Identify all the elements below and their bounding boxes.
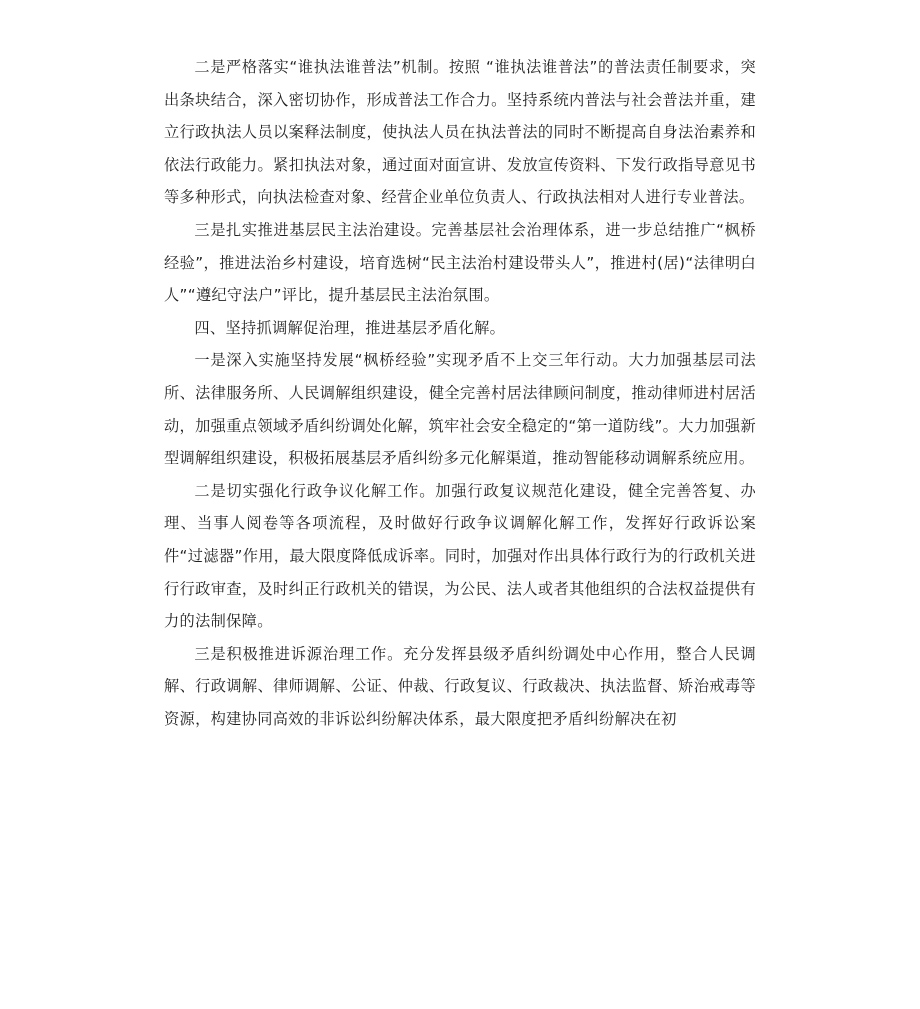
section-heading-mediation: 四、坚持抓调解促治理，推进基层矛盾化解。: [194, 318, 506, 337]
paragraph-grassroots-rule-of-law: 三是扎实推进基层民主法治建设。完善基层社会治理体系，进一步总结推广“枫桥经验”，推进法治乡村建设，培育选树“民主法治村建设带头人”，推进村(居)“法律明白人”“遵纪守法户”评比，提升基层民主法治氛围。: [164, 220, 756, 305]
paragraph-legal-education-mechanism: 二是严格落实“谁执法谁普法”机制。按照 “谁执法谁普法”的普法责任制要求，突出条块结合，深入密切协作，形成普法工作合力。坚持系统内普法与社会普法并重，建立行政执法人员以案释法制度，使执法人员在执法普法的同时不断提高自身法治素养和依法行政能力。紧扣执法对象，通过面对面宣讲、发放宣传资料、下发行政指导意见书等多种形式，向执法检查对象、经营企业单位负责人、行政执法相对人进行专业普法。: [164, 58, 756, 207]
document-body: [164, 51, 756, 735]
paragraph-administrative-disputes: 二是切实强化行政争议化解工作。加强行政复议规范化建设，健全完善答复、办理、当事人阅卷等各项流程，及时做好行政争议调解化解工作，发挥好行政诉讼案件“过滤器”作用，最大限度降低成诉率。同时，加强对作出具体行政行为的行政机关进行行政审查，及时纠正行政机关的错误，为公民、法人或者其他组织的合法权益提供有力的法制保障。: [164, 481, 756, 631]
paragraph-fengqiao-experience: 一是深入实施坚持发展“枫桥经验”实现矛盾不上交三年行动。大力加强基层司法所、法律服务所、人民调解组织建设，健全完善村居法律顾问制度，推动律师进村居活动，加强重点领域矛盾纠纷调处化解，筑牢社会安全稳定的“第一道防线”。大力加强新型调解组织建设，积极拓展基层矛盾纠纷多元化解渠道，推动智能移动调解系统应用。: [164, 351, 756, 468]
paragraph-litigation-source-governance: 三是积极推进诉源治理工作。充分发挥县级矛盾纠纷调处中心作用，整合人民调解、行政调解、律师调解、公证、仲裁、行政复议、行政裁决、执法监督、矫治戒毒等资源，构建协同高效的非诉讼纠纷解决体系，最大限度把矛盾纠纷解决在初: [164, 644, 756, 728]
